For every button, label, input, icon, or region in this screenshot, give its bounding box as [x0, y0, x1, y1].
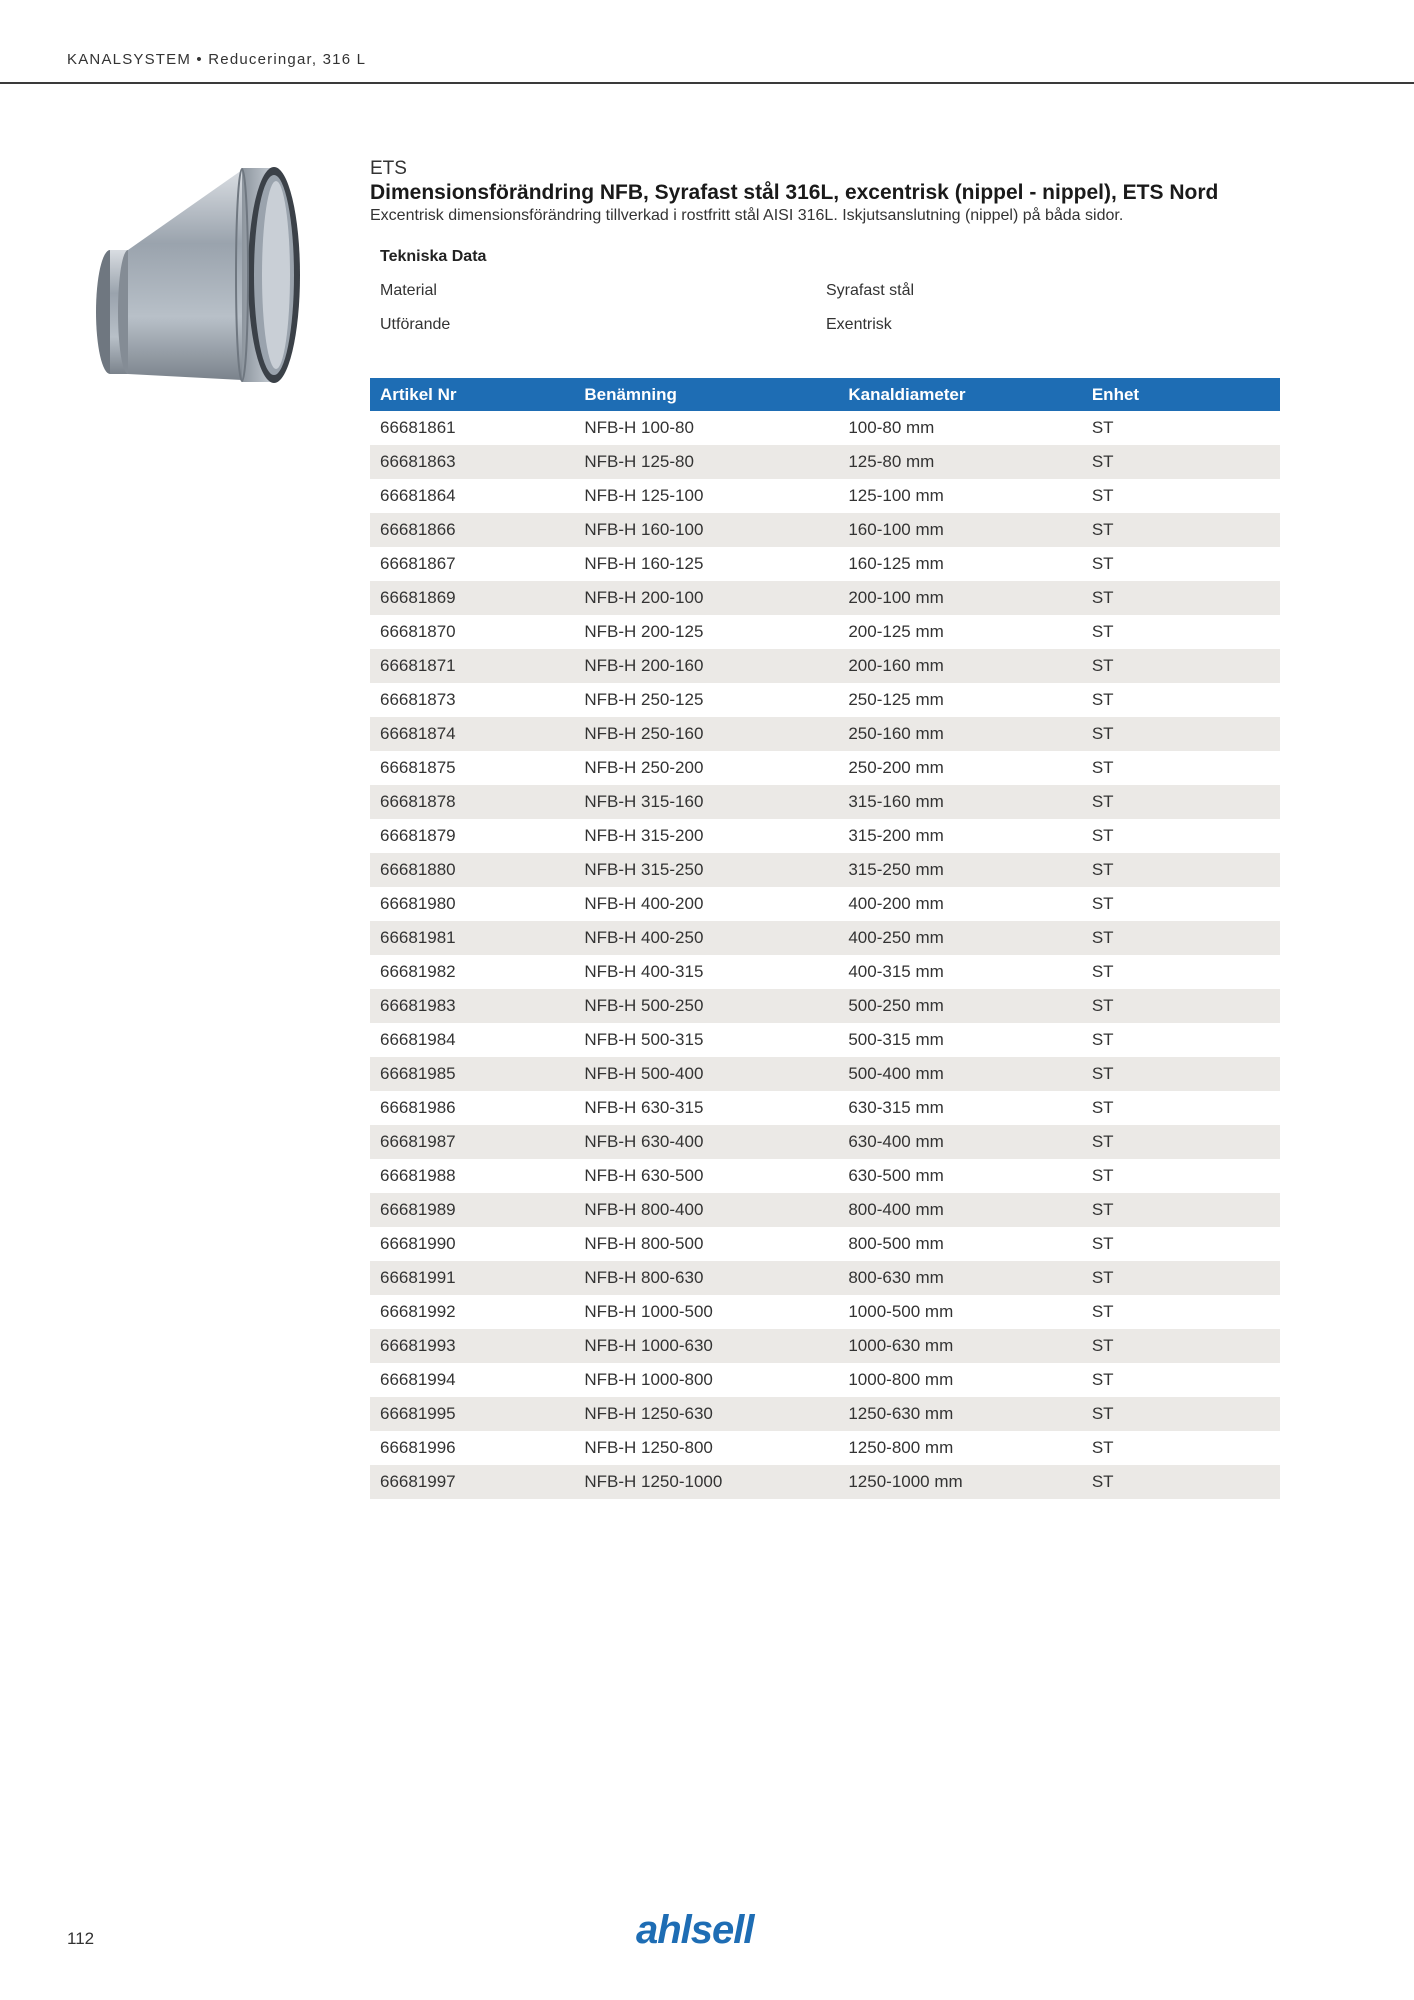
header-breadcrumb: KANALSYSTEM • Reduceringar, 316 L [67, 51, 367, 68]
cell-duct-diameter: 200-100 mm [838, 581, 1082, 615]
cell-article-number: 66681867 [380, 554, 456, 573]
cell-article-number: 66681875 [380, 758, 456, 777]
cell-designation: NFB-H 630-315 [584, 1098, 704, 1117]
cell-designation: NFB-H 250-160 [574, 717, 838, 751]
cell-article-number: 66681989 [370, 1193, 574, 1227]
table-header-row [370, 378, 1280, 411]
cell-article-number: 66681995 [370, 1397, 574, 1431]
cell-designation: NFB-H 200-125 [584, 622, 704, 641]
page-header [0, 0, 1414, 84]
cell-unit: ST [1082, 921, 1280, 955]
cell-unit: ST [1082, 717, 1280, 751]
product-brand: ETS [370, 158, 407, 179]
cell-designation: NFB-H 400-250 [574, 921, 838, 955]
cell-duct-diameter: 500-315 mm [848, 1030, 944, 1049]
table-body [370, 411, 1280, 1499]
cell-designation: NFB-H 315-200 [584, 826, 704, 845]
table-row [370, 785, 1280, 819]
cell-article-number: 66681869 [370, 581, 574, 615]
product-description: Excentrisk dimensionsförändring tillverkad i rostfritt stål AISI 316L. Iskjutsanslutning (nippel) på båda sidor. [370, 207, 1124, 224]
table-row [370, 479, 1280, 513]
table-row [370, 581, 1280, 615]
cell-unit: ST [1082, 649, 1280, 683]
table-row [370, 445, 1280, 479]
cell-article-number: 66681994 [380, 1370, 456, 1389]
cell-duct-diameter: 250-200 mm [848, 758, 944, 777]
cell-duct-diameter: 315-250 mm [838, 853, 1082, 887]
cell-unit: ST [1091, 486, 1114, 505]
cell-duct-diameter: 125-100 mm [848, 486, 944, 505]
product-title: Dimensionsförändring NFB, Syrafast stål 316L, excentrisk (nippel - nippel), ETS Nord [370, 181, 1219, 204]
cell-article-number: 66681986 [380, 1098, 456, 1117]
cell-unit: ST [1091, 690, 1114, 709]
cell-duct-diameter: 400-315 mm [848, 962, 944, 981]
technical-key: Utförande [380, 316, 451, 333]
cell-designation: NFB-H 250-200 [584, 758, 704, 777]
cell-unit: ST [1091, 1098, 1114, 1117]
cell-article-number: 66681861 [380, 418, 456, 437]
cell-designation: NFB-H 250-125 [584, 690, 704, 709]
column-header-article-number: Artikel Nr [370, 378, 574, 411]
cell-designation: NFB-H 500-250 [574, 989, 838, 1023]
table-row [370, 1057, 1280, 1091]
table-row [370, 1397, 1280, 1431]
table-row [370, 1159, 1280, 1193]
column-header-duct-diameter: Kanaldiameter [838, 378, 1082, 411]
cell-duct-diameter: 800-500 mm [848, 1234, 944, 1253]
cell-designation: NFB-H 160-100 [574, 513, 838, 547]
technical-value: Exentrisk [826, 316, 892, 333]
cell-duct-diameter: 100-80 mm [848, 418, 935, 437]
technical-row-design [370, 308, 1280, 342]
table-row [370, 1227, 1280, 1261]
cell-duct-diameter: 1250-1000 mm [838, 1465, 1082, 1499]
cell-duct-diameter: 315-160 mm [838, 785, 1082, 819]
technical-row-material [370, 274, 1280, 308]
cell-duct-diameter: 200-125 mm [848, 622, 944, 641]
cell-duct-diameter: 500-250 mm [838, 989, 1082, 1023]
table-row [370, 751, 1280, 785]
table-row [370, 1465, 1280, 1499]
cell-duct-diameter: 400-250 mm [838, 921, 1082, 955]
cell-designation: NFB-H 125-100 [584, 486, 704, 505]
cell-designation: NFB-H 400-315 [584, 962, 704, 981]
cell-article-number: 66681863 [370, 445, 574, 479]
table-row [370, 1295, 1280, 1329]
cell-article-number: 66681992 [380, 1302, 456, 1321]
cell-article-number: 66681866 [370, 513, 574, 547]
table-row [370, 615, 1280, 649]
technical-value: Syrafast stål [826, 282, 915, 299]
cell-unit: ST [1082, 1261, 1280, 1295]
cell-article-number: 66681993 [370, 1329, 574, 1363]
cell-duct-diameter: 630-315 mm [848, 1098, 944, 1117]
cell-unit: ST [1082, 1329, 1280, 1363]
table-row [370, 921, 1280, 955]
cell-duct-diameter: 1000-500 mm [848, 1302, 954, 1321]
cell-duct-diameter: 800-400 mm [838, 1193, 1082, 1227]
article-table [370, 378, 1280, 1499]
cell-unit: ST [1082, 989, 1280, 1023]
cell-designation: NFB-H 100-80 [584, 418, 694, 437]
column-header-unit: Enhet [1082, 378, 1280, 411]
cell-designation: NFB-H 1250-1000 [574, 1465, 838, 1499]
cell-designation: NFB-H 200-160 [574, 649, 838, 683]
cell-article-number: 66681982 [380, 962, 456, 981]
cell-article-number: 66681873 [380, 690, 456, 709]
cell-designation: NFB-H 1250-630 [574, 1397, 838, 1431]
cell-article-number: 66681981 [370, 921, 574, 955]
cell-article-number: 66681874 [370, 717, 574, 751]
cell-article-number: 66681987 [370, 1125, 574, 1159]
cell-unit: ST [1082, 513, 1280, 547]
table-row [370, 853, 1280, 887]
table-row [370, 411, 1280, 445]
cell-duct-diameter: 160-100 mm [838, 513, 1082, 547]
cell-unit: ST [1091, 418, 1114, 437]
cell-duct-diameter: 200-160 mm [838, 649, 1082, 683]
technical-key: Material [380, 282, 437, 299]
cell-unit: ST [1091, 962, 1114, 981]
cell-unit: ST [1091, 1234, 1114, 1253]
cell-unit: ST [1091, 554, 1114, 573]
cell-designation: NFB-H 500-315 [584, 1030, 704, 1049]
table-row [370, 1363, 1280, 1397]
cell-designation: NFB-H 500-400 [574, 1057, 838, 1091]
table-row [370, 989, 1280, 1023]
cell-designation: NFB-H 1000-800 [584, 1370, 713, 1389]
table-row [370, 887, 1280, 921]
table-row [370, 1193, 1280, 1227]
table-row [370, 1125, 1280, 1159]
cell-duct-diameter: 800-630 mm [838, 1261, 1082, 1295]
cell-article-number: 66681871 [370, 649, 574, 683]
cell-article-number: 66681983 [370, 989, 574, 1023]
cell-designation: NFB-H 630-500 [584, 1166, 704, 1185]
reducer-product-image [92, 160, 312, 390]
table-row [370, 1329, 1280, 1363]
cell-article-number: 66681984 [380, 1030, 456, 1049]
cell-duct-diameter: 1250-800 mm [848, 1438, 954, 1457]
technical-data [370, 240, 1280, 342]
cell-designation: NFB-H 160-125 [584, 554, 704, 573]
cell-unit: ST [1091, 622, 1114, 641]
cell-article-number: 66681997 [370, 1465, 574, 1499]
cell-unit: ST [1091, 758, 1114, 777]
cell-article-number: 66681878 [370, 785, 574, 819]
cell-designation: NFB-H 400-200 [584, 894, 704, 913]
table-row [370, 1023, 1280, 1057]
cell-duct-diameter: 630-400 mm [838, 1125, 1082, 1159]
cell-unit: ST [1082, 785, 1280, 819]
table-row [370, 1261, 1280, 1295]
cell-article-number: 66681996 [380, 1438, 456, 1457]
cell-duct-diameter: 1000-630 mm [838, 1329, 1082, 1363]
cell-unit: ST [1091, 1302, 1114, 1321]
cell-unit: ST [1091, 1438, 1114, 1457]
technical-data-heading: Tekniska Data [380, 248, 487, 265]
table-row [370, 1091, 1280, 1125]
cell-designation: NFB-H 800-630 [574, 1261, 838, 1295]
cell-unit: ST [1091, 1166, 1114, 1185]
cell-duct-diameter: 1250-630 mm [838, 1397, 1082, 1431]
cell-article-number: 66681864 [380, 486, 456, 505]
cell-article-number: 66681880 [370, 853, 574, 887]
cell-designation: NFB-H 1000-630 [574, 1329, 838, 1363]
cell-article-number: 66681870 [380, 622, 456, 641]
product-info [370, 158, 1280, 342]
cell-article-number: 66681985 [370, 1057, 574, 1091]
cell-article-number: 66681980 [380, 894, 456, 913]
cell-designation: NFB-H 1000-500 [584, 1302, 713, 1321]
cell-unit: ST [1082, 853, 1280, 887]
cell-unit: ST [1082, 1397, 1280, 1431]
cell-designation: NFB-H 1250-800 [584, 1438, 713, 1457]
table-row [370, 513, 1280, 547]
cell-unit: ST [1091, 894, 1114, 913]
cell-unit: ST [1091, 826, 1114, 845]
cell-unit: ST [1082, 445, 1280, 479]
cell-unit: ST [1082, 1193, 1280, 1227]
cell-duct-diameter: 500-400 mm [838, 1057, 1082, 1091]
cell-article-number: 66681879 [380, 826, 456, 845]
table-row [370, 547, 1280, 581]
cell-duct-diameter: 250-160 mm [838, 717, 1082, 751]
table-row [370, 819, 1280, 853]
cell-article-number: 66681991 [370, 1261, 574, 1295]
cell-designation: NFB-H 800-500 [584, 1234, 704, 1253]
cell-designation: NFB-H 125-80 [574, 445, 838, 479]
column-header-designation: Benämning [574, 378, 838, 411]
cell-unit: ST [1082, 1125, 1280, 1159]
table-row [370, 683, 1280, 717]
table-row [370, 717, 1280, 751]
cell-unit: ST [1091, 1030, 1114, 1049]
cell-duct-diameter: 1000-800 mm [848, 1370, 954, 1389]
cell-designation: NFB-H 800-400 [574, 1193, 838, 1227]
cell-unit: ST [1082, 1465, 1280, 1499]
ahlsell-logo [634, 1905, 780, 1955]
page-number: 112 [67, 1929, 95, 1948]
cell-duct-diameter: 125-80 mm [838, 445, 1082, 479]
cell-duct-diameter: 315-200 mm [848, 826, 944, 845]
cell-duct-diameter: 250-125 mm [848, 690, 944, 709]
cell-duct-diameter: 630-500 mm [848, 1166, 944, 1185]
cell-unit: ST [1082, 1057, 1280, 1091]
cell-designation: NFB-H 630-400 [574, 1125, 838, 1159]
table-row [370, 1431, 1280, 1465]
cell-designation: NFB-H 315-250 [574, 853, 838, 887]
table-row [370, 649, 1280, 683]
cell-duct-diameter: 160-125 mm [848, 554, 944, 573]
cell-designation: NFB-H 200-100 [574, 581, 838, 615]
table-row [370, 955, 1280, 989]
cell-unit: ST [1091, 1370, 1114, 1389]
cell-duct-diameter: 400-200 mm [848, 894, 944, 913]
svg-text:ahlsell: ahlsell [636, 1908, 754, 1952]
cell-article-number: 66681990 [380, 1234, 456, 1253]
cell-article-number: 66681988 [380, 1166, 456, 1185]
cell-designation: NFB-H 315-160 [574, 785, 838, 819]
cell-unit: ST [1082, 581, 1280, 615]
